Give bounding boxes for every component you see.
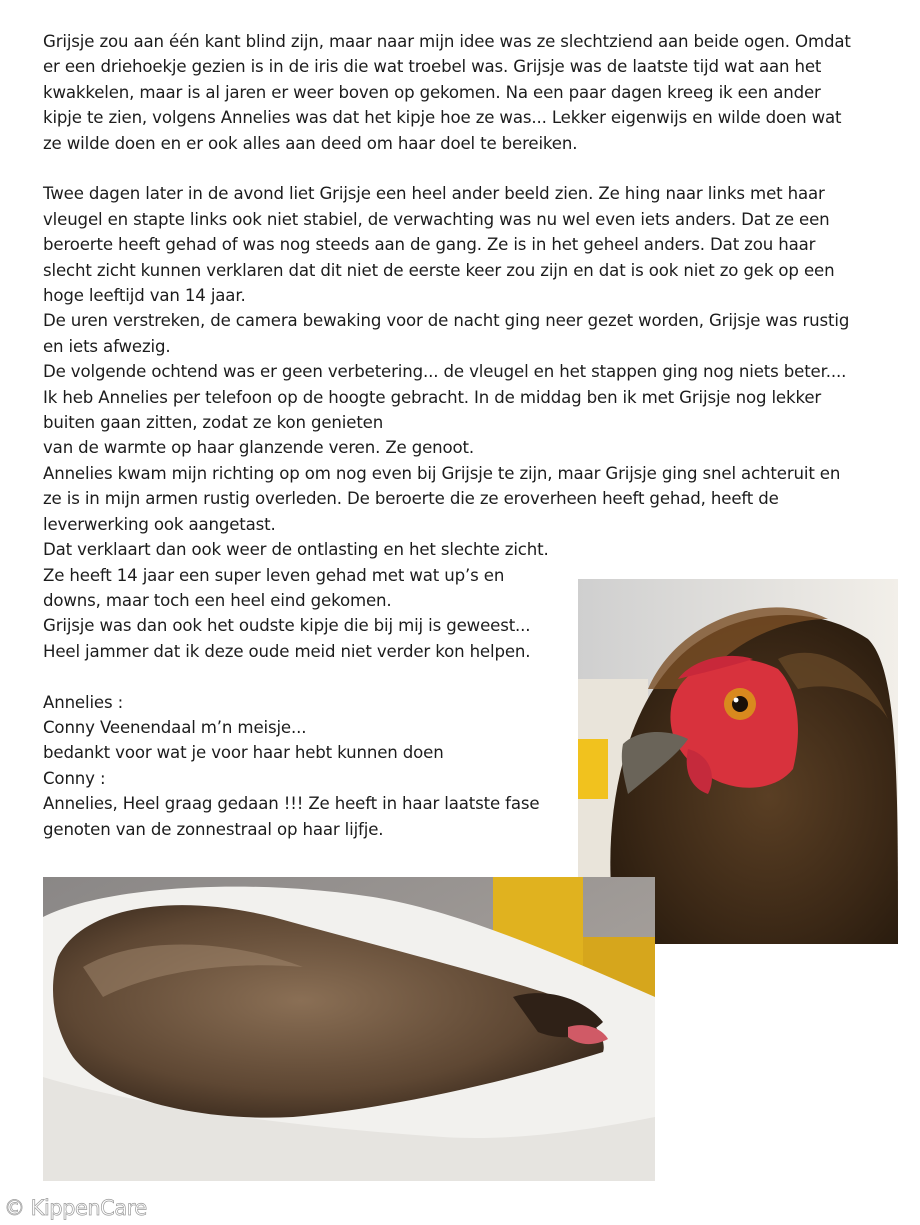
text-line: buiten gaan zitten, zodat ze kon genieten: [43, 413, 384, 433]
text-line: er een driehoekje gezien is in de iris die wat troebel was. Grijsje was de laatste tijd wat aan het: [43, 57, 822, 77]
text-line: Conny :: [43, 768, 106, 788]
text-line: slecht zicht kunnen verklaren dat dit niet de eerste keer zou zijn en dat is ook niet zo gek op een: [43, 260, 835, 280]
text-line: Dat verklaart dan ook weer de ontlasting en het slechte zicht.: [43, 540, 549, 560]
text-line: vleugel en stapte links ook niet stabiel, de verwachting was nu wel even iets anders. Dat ze een: [43, 209, 830, 229]
paragraph-spacer: [43, 156, 903, 181]
text-line: beroerte heeft gehad of was nog steeds aan de gang. Ze is in het geheel anders. Dat zou haar: [43, 235, 816, 255]
hen-lying-illustration: [43, 877, 655, 1181]
text-line: Grijsje zou aan één kant blind zijn, maar naar mijn idee was ze slechtziend aan beide ogen. Omdat: [43, 32, 851, 51]
text-line: kipje te zien, volgens Annelies was dat het kipje hoe ze was... Lekker eigenwijs en wilde doen wat: [43, 108, 842, 128]
photo-hen-lying-on-towel: [43, 877, 655, 1181]
text-line: bedankt voor wat je voor haar hebt kunnen doen: [43, 743, 444, 763]
text-line: Annelies, Heel graag gedaan !!! Ze heeft in haar laatste fase: [43, 794, 540, 814]
text-line: De volgende ochtend was er geen verbetering... de vleugel en het stappen ging nog niets beter....: [43, 362, 847, 382]
text-line: Grijsje was dan ook het oudste kipje die bij mij is geweest...: [43, 616, 531, 636]
text-line: van de warmte op haar glanzende veren. Ze genoot.: [43, 438, 475, 458]
text-line: Ik heb Annelies per telefoon op de hoogte gebracht. In de middag ben ik met Grijsje nog lekker: [43, 387, 822, 407]
text-line: Conny Veenendaal m’n meisje...: [43, 717, 307, 737]
text-line: genoten van de zonnestraal op haar lijfje.: [43, 819, 384, 839]
text-line: Annelies kwam mijn richting op om nog even bij Grijsje te zijn, maar Grijsje ging snel achteruit en: [43, 463, 841, 483]
text-line: ze wilde doen en er ook alles aan deed om haar doel te bereiken.: [43, 133, 578, 153]
text-line: Twee dagen later in de avond liet Grijsje een heel ander beeld zien. Ze hing naar links met haar: [43, 184, 825, 204]
text-line: kwakkelen, maar is al jaren er weer boven op gekomen. Na een paar dagen kreeg ik een ander: [43, 82, 821, 102]
text-line: hoge leeftijd van 14 jaar.: [43, 286, 246, 306]
copyright-watermark: © KippenCare: [4, 1196, 147, 1220]
text-line: en iets afwezig.: [43, 336, 171, 356]
text-line: De uren verstreken, de camera bewaking voor de nacht ging neer gezet worden, Grijsje was rustig: [43, 311, 850, 331]
text-line: downs, maar toch een heel eind gekomen.: [43, 590, 392, 610]
text-line: Ze heeft 14 jaar een super leven gehad met wat up’s en: [43, 565, 505, 585]
text-line: Heel jammer dat ik deze oude meid niet verder kon helpen.: [43, 641, 531, 661]
text-line: leverwerking ook aangetast.: [43, 514, 276, 534]
text-line: Annelies :: [43, 692, 124, 712]
text-line: ze is in mijn armen rustig overleden. De beroerte die ze eroverheen heeft gehad, heeft de: [43, 489, 779, 509]
